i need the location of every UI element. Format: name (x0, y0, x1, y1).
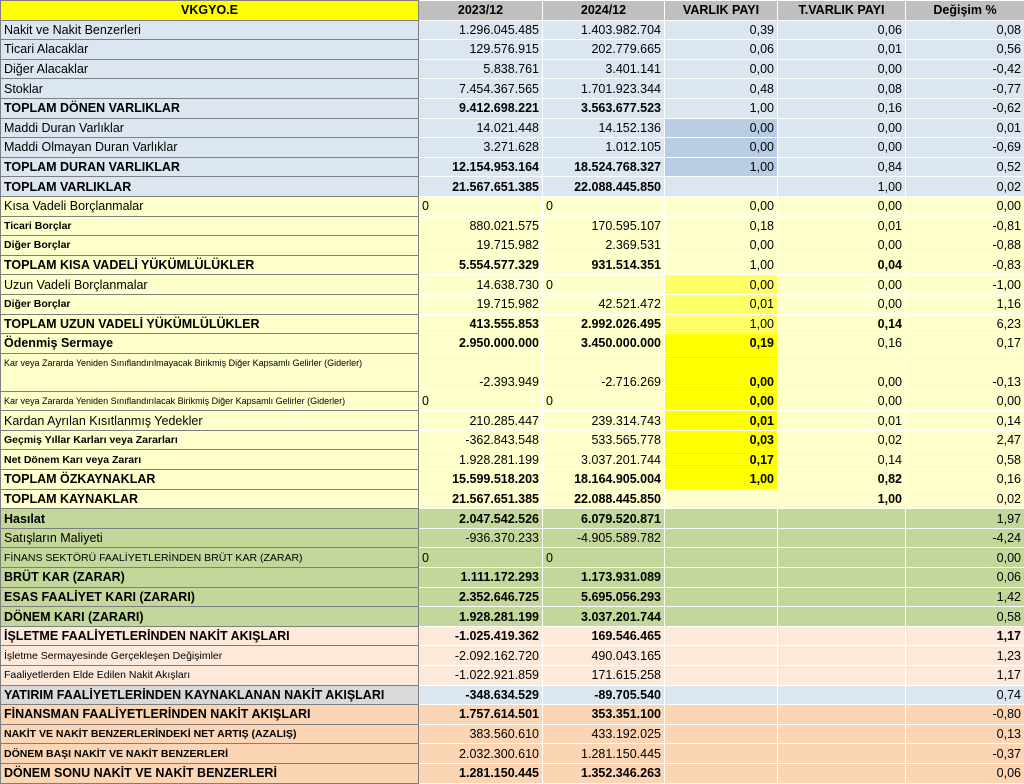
value-2024-cell[interactable]: 1.701.923.344 (543, 79, 665, 99)
value-2024-cell[interactable]: 1.012.105 (543, 138, 665, 158)
value-2024-cell[interactable]: 22.088.445.850 (543, 177, 665, 197)
table-row (1, 98, 1024, 118)
varlik-payi-cell[interactable]: 0,48 (665, 79, 778, 99)
value-2023-cell[interactable]: 21.567.651.385 (419, 177, 543, 197)
t-varlik-payi-cell[interactable]: 0,06 (778, 20, 906, 40)
degisim-cell[interactable]: -0,13 (906, 353, 1024, 391)
degisim-cell[interactable]: 0,00 (906, 548, 1024, 568)
degisim-cell[interactable]: 0,58 (906, 450, 1024, 470)
value-2024-cell[interactable]: 170.595.107 (543, 216, 665, 236)
value-2023-cell[interactable]: 3.271.628 (419, 138, 543, 158)
value-2024-cell[interactable]: 0 (543, 548, 665, 568)
degisim-cell[interactable]: -0,42 (906, 59, 1024, 79)
row-label-cell[interactable]: İŞLETME FAALİYETLERİNDEN NAKİT AKIŞLARI (1, 626, 419, 646)
varlik-payi-cell[interactable] (665, 646, 778, 666)
table-row (1, 528, 1024, 548)
value-2024-cell[interactable]: 3.037.201.744 (543, 607, 665, 627)
value-2023-cell[interactable]: 1.928.281.199 (419, 607, 543, 627)
table-row (1, 763, 1024, 783)
varlik-payi-cell[interactable]: 1,00 (665, 255, 778, 275)
row-label-cell[interactable]: Ticari Borçlar (1, 216, 419, 236)
table-row (1, 138, 1024, 158)
table-row (1, 177, 1024, 197)
degisim-cell[interactable]: -0,69 (906, 138, 1024, 158)
row-label-cell[interactable]: Satışların Maliyeti (1, 528, 419, 548)
varlik-payi-cell[interactable]: 0,00 (665, 353, 778, 391)
table-row (1, 314, 1024, 334)
degisim-cell[interactable]: 1,42 (906, 587, 1024, 607)
degisim-cell[interactable]: -0,88 (906, 236, 1024, 256)
value-2023-cell[interactable]: 19.715.982 (419, 236, 543, 256)
value-2023-cell[interactable]: -936.370.233 (419, 528, 543, 548)
row-label-cell[interactable]: TOPLAM DURAN VARLIKLAR (1, 157, 419, 177)
degisim-cell[interactable]: -1,00 (906, 275, 1024, 295)
t-varlik-payi-cell[interactable] (778, 666, 906, 686)
degisim-cell[interactable]: 6,23 (906, 314, 1024, 334)
value-2024-cell[interactable]: -89.705.540 (543, 685, 665, 705)
table-row (1, 470, 1024, 490)
value-2024-cell[interactable]: 0 (543, 275, 665, 295)
value-2024-cell[interactable]: -4.905.589.782 (543, 528, 665, 548)
row-label-cell[interactable]: Kısa Vadeli Borçlanmalar (1, 196, 419, 216)
row-label-cell[interactable]: Faaliyetlerden Elde Edilen Nakit Akışları (1, 666, 419, 686)
value-2023-cell[interactable]: -2.393.949 (419, 353, 543, 391)
value-2023-cell[interactable]: 1.928.281.199 (419, 450, 543, 470)
t-varlik-payi-cell[interactable]: 0,00 (778, 353, 906, 391)
value-2024-cell[interactable]: 1.403.982.704 (543, 20, 665, 40)
varlik-payi-cell[interactable]: 0,01 (665, 411, 778, 431)
value-2023-cell[interactable]: 413.555.853 (419, 314, 543, 334)
value-2024-cell[interactable]: 169.546.465 (543, 626, 665, 646)
varlik-payi-cell[interactable] (665, 705, 778, 725)
row-label-cell[interactable]: ESAS FAALİYET KARI (ZARARI) (1, 587, 419, 607)
value-2024-cell[interactable]: -2.716.269 (543, 353, 665, 391)
t-varlik-payi-cell[interactable] (778, 646, 906, 666)
row-label-cell[interactable]: FİNANSMAN FAALİYETLERİNDEN NAKİT AKIŞLARI (1, 705, 419, 725)
t-varlik-payi-cell[interactable] (778, 705, 906, 725)
header-row (1, 1, 1024, 21)
value-2024-cell[interactable]: 2.992.026.495 (543, 314, 665, 334)
value-2024-cell[interactable]: 14.152.136 (543, 118, 665, 138)
varlik-payi-cell[interactable]: 1,00 (665, 157, 778, 177)
varlik-payi-cell[interactable] (665, 548, 778, 568)
varlik-payi-cell[interactable] (665, 685, 778, 705)
row-label-cell[interactable]: Diğer Borçlar (1, 294, 419, 314)
value-2023-cell[interactable]: 1.111.172.293 (419, 568, 543, 588)
t-varlik-payi-cell[interactable]: 0,82 (778, 470, 906, 490)
varlik-payi-cell[interactable]: 1,00 (665, 98, 778, 118)
row-label-cell[interactable]: DÖNEM BAŞI NAKİT VE NAKİT BENZERLERİ (1, 744, 419, 764)
row-label-cell[interactable]: TOPLAM KAYNAKLAR (1, 489, 419, 509)
table-row (1, 40, 1024, 60)
table-row (1, 59, 1024, 79)
value-2023-cell[interactable]: 9.412.698.221 (419, 98, 543, 118)
table-row (1, 607, 1024, 627)
table-row (1, 450, 1024, 470)
value-2023-cell[interactable]: 5.838.761 (419, 59, 543, 79)
row-label-cell[interactable]: Kar veya Zararda Yeniden Sınıflandırılacak Birikmiş Diğer Kapsamlı Gelirler (Giderler) (1, 391, 419, 411)
table-row (1, 509, 1024, 529)
value-2023-cell[interactable]: 12.154.953.164 (419, 157, 543, 177)
row-label-cell[interactable]: NAKİT VE NAKİT BENZERLERİNDEKİ NET ARTIŞ (AZALIŞ) (1, 724, 419, 744)
value-2024-cell[interactable]: 490.043.165 (543, 646, 665, 666)
degisim-cell[interactable]: 0,58 (906, 607, 1024, 627)
row-label-cell[interactable]: Nakit ve Nakit Benzerleri (1, 20, 419, 40)
degisim-cell[interactable]: 1,17 (906, 626, 1024, 646)
varlik-payi-cell[interactable]: 0,00 (665, 138, 778, 158)
value-2024-cell[interactable]: 353.351.100 (543, 705, 665, 725)
degisim-cell[interactable]: 1,16 (906, 294, 1024, 314)
t-varlik-payi-cell[interactable] (778, 626, 906, 646)
header-degisim-cell[interactable]: Değişim % (906, 1, 1024, 21)
value-2023-cell[interactable]: 5.554.577.329 (419, 255, 543, 275)
degisim-cell[interactable]: 0,17 (906, 334, 1024, 354)
row-label-cell[interactable]: Ödenmiş Sermaye (1, 334, 419, 354)
table-row (1, 275, 1024, 295)
value-2023-cell[interactable]: -1.025.419.362 (419, 626, 543, 646)
degisim-cell[interactable]: 1,97 (906, 509, 1024, 529)
value-2024-cell[interactable]: 2.369.531 (543, 236, 665, 256)
varlik-payi-cell[interactable]: 0,00 (665, 391, 778, 411)
value-2024-cell[interactable]: 1.352.346.263 (543, 763, 665, 783)
row-label-cell[interactable]: TOPLAM DÖNEN VARLIKLAR (1, 98, 419, 118)
header-title-cell[interactable]: VKGYO.E (1, 1, 419, 21)
table-row (1, 489, 1024, 509)
degisim-cell[interactable]: 0,74 (906, 685, 1024, 705)
row-label-cell[interactable]: Uzun Vadeli Borçlanmalar (1, 275, 419, 295)
degisim-cell[interactable]: 0,56 (906, 40, 1024, 60)
degisim-cell[interactable]: 0,00 (906, 196, 1024, 216)
t-varlik-payi-cell[interactable]: 0,14 (778, 314, 906, 334)
value-2023-cell[interactable]: 0 (419, 196, 543, 216)
varlik-payi-cell[interactable]: 0,00 (665, 118, 778, 138)
varlik-payi-cell[interactable] (665, 763, 778, 783)
value-2023-cell[interactable]: 2.352.646.725 (419, 587, 543, 607)
row-label-cell[interactable]: Maddi Olmayan Duran Varlıklar (1, 138, 419, 158)
row-label-cell[interactable]: Ticari Alacaklar (1, 40, 419, 60)
t-varlik-payi-cell[interactable]: 0,02 (778, 430, 906, 450)
t-varlik-payi-cell[interactable]: 0,01 (778, 216, 906, 236)
table-row (1, 391, 1024, 411)
header-2024-cell[interactable]: 2024/12 (543, 1, 665, 21)
value-2024-cell[interactable]: 18.524.768.327 (543, 157, 665, 177)
t-varlik-payi-cell[interactable]: 0,14 (778, 450, 906, 470)
value-2024-cell[interactable]: 42.521.472 (543, 294, 665, 314)
varlik-payi-cell[interactable]: 0,00 (665, 59, 778, 79)
varlik-payi-cell[interactable] (665, 509, 778, 529)
value-2023-cell[interactable]: 15.599.518.203 (419, 470, 543, 490)
value-2023-cell[interactable]: 14.638.730 (419, 275, 543, 295)
table-row (1, 334, 1024, 354)
t-varlik-payi-cell[interactable]: 1,00 (778, 177, 906, 197)
varlik-payi-cell[interactable]: 0,01 (665, 294, 778, 314)
table-row (1, 196, 1024, 216)
varlik-payi-cell[interactable] (665, 724, 778, 744)
value-2024-cell[interactable]: 433.192.025 (543, 724, 665, 744)
row-label-cell[interactable]: Hasılat (1, 509, 419, 529)
table-row (1, 744, 1024, 764)
table-row (1, 685, 1024, 705)
degisim-cell[interactable]: 0,02 (906, 489, 1024, 509)
t-varlik-payi-cell[interactable] (778, 724, 906, 744)
value-2024-cell[interactable]: 22.088.445.850 (543, 489, 665, 509)
varlik-payi-cell[interactable] (665, 587, 778, 607)
row-label-cell[interactable]: İşletme Sermayesinde Gerçekleşen Değişimler (1, 646, 419, 666)
table-row (1, 666, 1024, 686)
value-2023-cell[interactable]: 0 (419, 548, 543, 568)
row-label-cell[interactable]: TOPLAM UZUN VADELİ YÜKÜMLÜLÜKLER (1, 314, 419, 334)
value-2023-cell[interactable]: 19.715.982 (419, 294, 543, 314)
table-row (1, 294, 1024, 314)
degisim-cell[interactable]: 2,47 (906, 430, 1024, 450)
value-2024-cell[interactable]: 3.450.000.000 (543, 334, 665, 354)
value-2023-cell[interactable]: 2.032.300.610 (419, 744, 543, 764)
row-label-cell[interactable]: Geçmiş Yıllar Karları veya Zararları (1, 430, 419, 450)
varlik-payi-cell[interactable]: 0,19 (665, 334, 778, 354)
varlik-payi-cell[interactable]: 1,00 (665, 470, 778, 490)
varlik-payi-cell[interactable] (665, 607, 778, 627)
degisim-cell[interactable]: -0,77 (906, 79, 1024, 99)
row-label-cell[interactable]: Stoklar (1, 79, 419, 99)
degisim-cell[interactable]: 0,06 (906, 568, 1024, 588)
t-varlik-payi-cell[interactable]: 0,00 (778, 294, 906, 314)
value-2023-cell[interactable]: 0 (419, 391, 543, 411)
varlik-payi-cell[interactable]: 0,00 (665, 196, 778, 216)
value-2023-cell[interactable]: -362.843.548 (419, 430, 543, 450)
table-row (1, 430, 1024, 450)
table-row (1, 411, 1024, 431)
table-row (1, 587, 1024, 607)
t-varlik-payi-cell[interactable]: 0,00 (778, 138, 906, 158)
value-2023-cell[interactable]: 21.567.651.385 (419, 489, 543, 509)
degisim-cell[interactable]: 1,17 (906, 666, 1024, 686)
value-2024-cell[interactable]: 0 (543, 391, 665, 411)
row-label-cell[interactable]: BRÜT KAR (ZARAR) (1, 568, 419, 588)
t-varlik-payi-cell[interactable]: 0,00 (778, 391, 906, 411)
degisim-cell[interactable]: -0,62 (906, 98, 1024, 118)
varlik-payi-cell[interactable]: 0,06 (665, 40, 778, 60)
row-label-cell[interactable]: Maddi Duran Varlıklar (1, 118, 419, 138)
degisim-cell[interactable]: 0,52 (906, 157, 1024, 177)
value-2024-cell[interactable]: 1.173.931.089 (543, 568, 665, 588)
value-2024-cell[interactable]: 931.514.351 (543, 255, 665, 275)
table-row (1, 79, 1024, 99)
header-varlik-payi-cell[interactable]: VARLIK PAYI (665, 1, 778, 21)
value-2023-cell[interactable]: 14.021.448 (419, 118, 543, 138)
table-row (1, 626, 1024, 646)
value-2023-cell[interactable]: 1.281.150.445 (419, 763, 543, 783)
row-label-cell[interactable]: Kardan Ayrılan Kısıtlanmış Yedekler (1, 411, 419, 431)
t-varlik-payi-cell[interactable] (778, 548, 906, 568)
value-2023-cell[interactable]: 129.576.915 (419, 40, 543, 60)
degisim-cell[interactable]: -0,83 (906, 255, 1024, 275)
row-label-cell[interactable]: FİNANS SEKTÖRÜ FAALİYETLERİNDEN BRÜT KAR (ZARAR) (1, 548, 419, 568)
value-2023-cell[interactable]: 880.021.575 (419, 216, 543, 236)
t-varlik-payi-cell[interactable]: 0,16 (778, 334, 906, 354)
table-row (1, 216, 1024, 236)
row-label-cell[interactable]: Net Dönem Karı veya Zararı (1, 450, 419, 470)
t-varlik-payi-cell[interactable]: 0,00 (778, 196, 906, 216)
row-label-cell[interactable]: TOPLAM KISA VADELİ YÜKÜMLÜLÜKLER (1, 255, 419, 275)
varlik-payi-cell[interactable] (665, 528, 778, 548)
value-2024-cell[interactable]: 18.164.905.004 (543, 470, 665, 490)
table-row (1, 548, 1024, 568)
t-varlik-payi-cell[interactable]: 0,16 (778, 98, 906, 118)
degisim-cell[interactable]: 0,02 (906, 177, 1024, 197)
t-varlik-payi-cell[interactable]: 0,01 (778, 411, 906, 431)
varlik-payi-cell[interactable] (665, 177, 778, 197)
table-row (1, 157, 1024, 177)
header-2023-cell[interactable]: 2023/12 (419, 1, 543, 21)
value-2024-cell[interactable]: 202.779.665 (543, 40, 665, 60)
varlik-payi-cell[interactable]: 0,39 (665, 20, 778, 40)
t-varlik-payi-cell[interactable]: 0,08 (778, 79, 906, 99)
table-row (1, 236, 1024, 256)
table-row (1, 255, 1024, 275)
row-label-cell[interactable]: Kar veya Zararda Yeniden Sınıflandırılmayacak Birikmiş Diğer Kapsamlı Gelirler (Giderler) (1, 353, 419, 391)
varlik-payi-cell[interactable]: 0,18 (665, 216, 778, 236)
row-label-cell[interactable]: Diğer Alacaklar (1, 59, 419, 79)
t-varlik-payi-cell[interactable]: 0,00 (778, 236, 906, 256)
value-2024-cell[interactable]: 3.401.141 (543, 59, 665, 79)
value-2023-cell[interactable]: 383.560.610 (419, 724, 543, 744)
value-2024-cell[interactable]: 0 (543, 196, 665, 216)
value-2023-cell[interactable]: 210.285.447 (419, 411, 543, 431)
value-2024-cell[interactable]: 171.615.258 (543, 666, 665, 686)
row-label-cell[interactable]: TOPLAM ÖZKAYNAKLAR (1, 470, 419, 490)
degisim-cell[interactable]: -4,24 (906, 528, 1024, 548)
degisim-cell[interactable]: 0,06 (906, 763, 1024, 783)
degisim-cell[interactable]: -0,80 (906, 705, 1024, 725)
value-2023-cell[interactable]: -2.092.162.720 (419, 646, 543, 666)
header-t-varlik-payi-cell[interactable]: T.VARLIK PAYI (778, 1, 906, 21)
t-varlik-payi-cell[interactable]: 0,01 (778, 40, 906, 60)
t-varlik-payi-cell[interactable] (778, 587, 906, 607)
value-2023-cell[interactable]: 1.296.045.485 (419, 20, 543, 40)
t-varlik-payi-cell[interactable] (778, 763, 906, 783)
value-2023-cell[interactable]: -348.634.529 (419, 685, 543, 705)
table-body (1, 20, 1024, 783)
t-varlik-payi-cell[interactable] (778, 509, 906, 529)
varlik-payi-cell[interactable]: 0,03 (665, 430, 778, 450)
varlik-payi-cell[interactable]: 0,00 (665, 236, 778, 256)
varlik-payi-cell[interactable]: 1,00 (665, 314, 778, 334)
table-row (1, 568, 1024, 588)
row-label-cell[interactable]: YATIRIM FAALİYETLERİNDEN KAYNAKLANAN NAKİT AKIŞLARI (1, 685, 419, 705)
varlik-payi-cell[interactable] (665, 489, 778, 509)
degisim-cell[interactable]: -0,37 (906, 744, 1024, 764)
t-varlik-payi-cell[interactable]: 0,00 (778, 59, 906, 79)
value-2023-cell[interactable]: -1.022.921.859 (419, 666, 543, 686)
t-varlik-payi-cell[interactable]: 0,84 (778, 157, 906, 177)
value-2023-cell[interactable]: 2.950.000.000 (419, 334, 543, 354)
varlik-payi-cell[interactable]: 0,00 (665, 275, 778, 295)
degisim-cell[interactable]: 0,08 (906, 20, 1024, 40)
t-varlik-payi-cell[interactable] (778, 528, 906, 548)
value-2024-cell[interactable]: 3.037.201.744 (543, 450, 665, 470)
t-varlik-payi-cell[interactable]: 1,00 (778, 489, 906, 509)
value-2024-cell[interactable]: 6.079.520.871 (543, 509, 665, 529)
degisim-cell[interactable]: 0,16 (906, 470, 1024, 490)
table-row (1, 118, 1024, 138)
degisim-cell[interactable]: 0,00 (906, 391, 1024, 411)
t-varlik-payi-cell[interactable]: 0,00 (778, 275, 906, 295)
degisim-cell[interactable]: 0,13 (906, 724, 1024, 744)
table-row (1, 353, 1024, 391)
value-2023-cell[interactable]: 7.454.367.565 (419, 79, 543, 99)
value-2023-cell[interactable]: 2.047.542.526 (419, 509, 543, 529)
table-row (1, 20, 1024, 40)
t-varlik-payi-cell[interactable] (778, 744, 906, 764)
t-varlik-payi-cell[interactable]: 0,00 (778, 118, 906, 138)
value-2024-cell[interactable]: 533.565.778 (543, 430, 665, 450)
value-2024-cell[interactable]: 3.563.677.523 (543, 98, 665, 118)
table-row (1, 646, 1024, 666)
t-varlik-payi-cell[interactable] (778, 568, 906, 588)
row-label-cell[interactable]: DÖNEM SONU NAKİT VE NAKİT BENZERLERİ (1, 763, 419, 783)
t-varlik-payi-cell[interactable] (778, 607, 906, 627)
row-label-cell[interactable]: DÖNEM KARI (ZARARI) (1, 607, 419, 627)
t-varlik-payi-cell[interactable]: 0,04 (778, 255, 906, 275)
value-2023-cell[interactable]: 1.757.614.501 (419, 705, 543, 725)
value-2024-cell[interactable]: 1.281.150.445 (543, 744, 665, 764)
t-varlik-payi-cell[interactable] (778, 685, 906, 705)
degisim-cell[interactable]: -0,81 (906, 216, 1024, 236)
table-row (1, 705, 1024, 725)
value-2024-cell[interactable]: 5.695.056.293 (543, 587, 665, 607)
degisim-cell[interactable]: 0,14 (906, 411, 1024, 431)
degisim-cell[interactable]: 0,01 (906, 118, 1024, 138)
degisim-cell[interactable]: 1,23 (906, 646, 1024, 666)
varlik-payi-cell[interactable] (665, 666, 778, 686)
varlik-payi-cell[interactable]: 0,17 (665, 450, 778, 470)
row-label-cell[interactable]: TOPLAM VARLIKLAR (1, 177, 419, 197)
varlik-payi-cell[interactable] (665, 744, 778, 764)
varlik-payi-cell[interactable] (665, 626, 778, 646)
row-label-cell[interactable]: Diğer Borçlar (1, 236, 419, 256)
table-row (1, 724, 1024, 744)
varlik-payi-cell[interactable] (665, 568, 778, 588)
value-2024-cell[interactable]: 239.314.743 (543, 411, 665, 431)
